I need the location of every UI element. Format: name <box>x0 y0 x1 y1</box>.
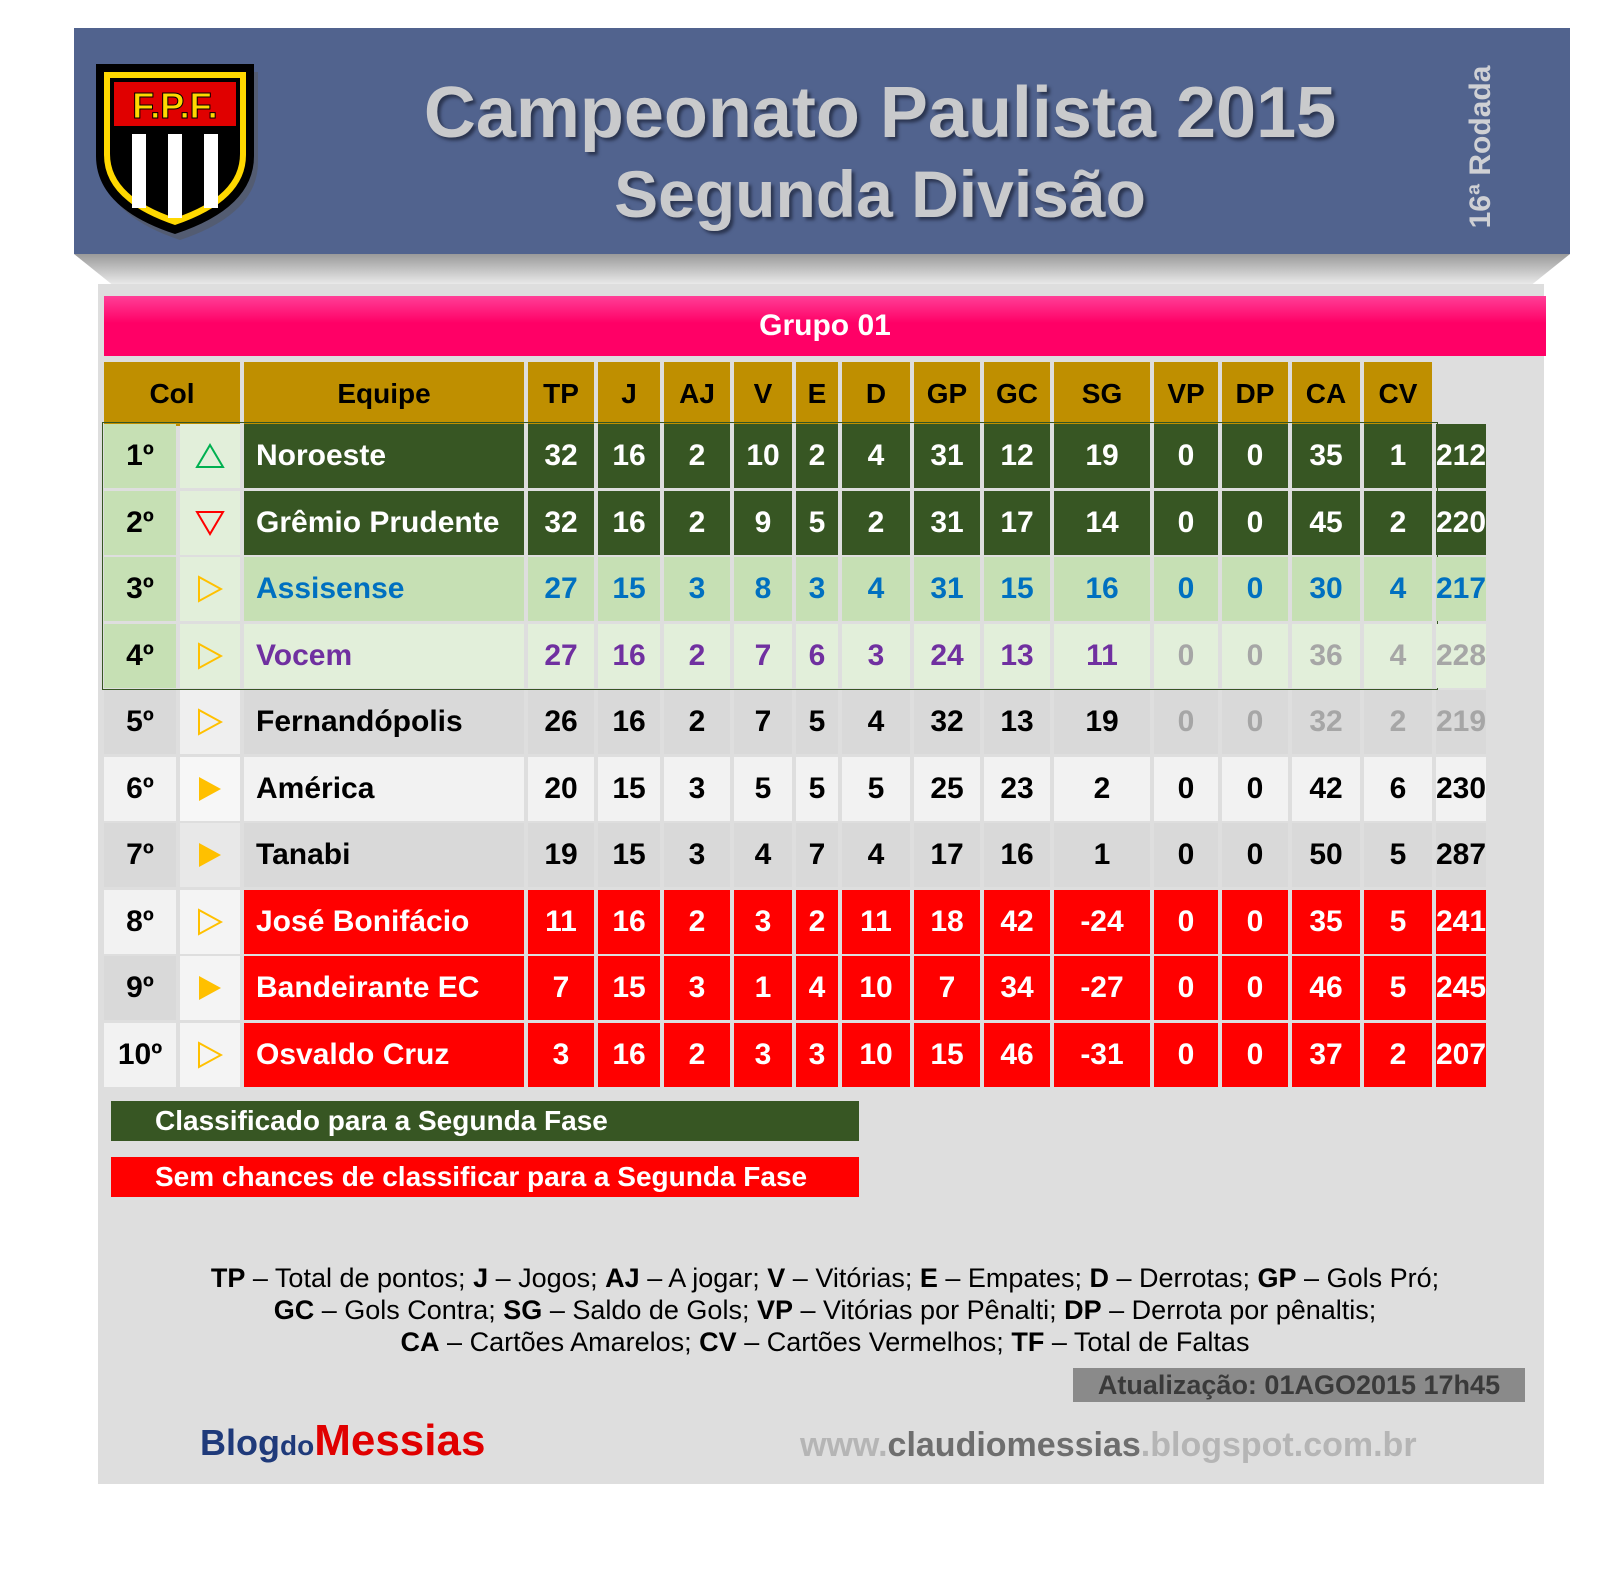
stat-aj: 2 <box>664 690 730 754</box>
stat-aj: 2 <box>664 890 730 954</box>
shield-stripe <box>132 134 146 208</box>
position-cell: 7º <box>104 823 176 887</box>
abbreviation-key: E <box>919 1263 938 1293</box>
stat-gc: 16 <box>984 823 1050 887</box>
stat-tf: 212 <box>1436 424 1486 488</box>
header-shelf <box>74 254 1570 284</box>
stat-ca: 35 <box>1292 424 1360 488</box>
fpf-logo-text: F.P.F. <box>132 85 218 126</box>
stat-dp: 0 <box>1222 757 1288 821</box>
stat-sg: -24 <box>1054 890 1150 954</box>
update-timestamp: Atualização: 01AGO2015 17h45 <box>1073 1368 1525 1402</box>
trend-cell <box>180 1023 240 1087</box>
stat-sg: 19 <box>1054 690 1150 754</box>
stat-cv: 4 <box>1364 557 1432 621</box>
stat-j: 16 <box>598 690 660 754</box>
abbreviation-key: CV <box>699 1327 737 1357</box>
stat-sg: -27 <box>1054 956 1150 1020</box>
stat-ca: 42 <box>1292 757 1360 821</box>
column-header-equipe: Equipe <box>244 362 524 426</box>
stat-gp: 17 <box>914 823 980 887</box>
stat-d: 4 <box>842 557 910 621</box>
stat-j: 16 <box>598 624 660 688</box>
abbreviations-legend <box>104 1262 1546 1358</box>
stat-tp: 26 <box>528 690 594 754</box>
team-name: Noroeste <box>244 424 524 488</box>
abbreviation-desc: – Vitórias; <box>785 1263 920 1293</box>
stat-j: 15 <box>598 757 660 821</box>
stat-e: 5 <box>796 690 838 754</box>
stat-d: 5 <box>842 757 910 821</box>
stat-e: 7 <box>796 823 838 887</box>
stat-aj: 3 <box>664 557 730 621</box>
stat-vp: 0 <box>1154 890 1218 954</box>
abbreviation-line <box>104 1262 1546 1294</box>
stat-d: 2 <box>842 491 910 555</box>
stat-gc: 34 <box>984 956 1050 1020</box>
stat-sg: -31 <box>1054 1023 1150 1087</box>
stat-cv: 2 <box>1364 491 1432 555</box>
team-name: Fernandópolis <box>244 690 524 754</box>
stat-vp: 0 <box>1154 757 1218 821</box>
blog-word: Blog <box>200 1422 280 1463</box>
abbreviation-desc: – Vitórias por Pênalti; <box>792 1295 1065 1325</box>
stat-e: 4 <box>796 956 838 1020</box>
triangle-right-icon <box>197 974 223 1002</box>
stat-j: 16 <box>598 491 660 555</box>
stat-sg: 19 <box>1054 424 1150 488</box>
position-cell: 10º <box>104 1023 176 1087</box>
triangle-right-icon <box>197 642 223 670</box>
fpf-shield-logo <box>94 58 264 243</box>
stat-ca: 36 <box>1292 624 1360 688</box>
stat-tp: 20 <box>528 757 594 821</box>
column-header-dp: DP <box>1222 362 1288 426</box>
stat-gp: 7 <box>914 956 980 1020</box>
team-name: Vocem <box>244 624 524 688</box>
abbreviation-key: D <box>1089 1263 1109 1293</box>
stat-aj: 3 <box>664 757 730 821</box>
stat-e: 6 <box>796 624 838 688</box>
stat-gp: 25 <box>914 757 980 821</box>
team-name: Grêmio Prudente <box>244 491 524 555</box>
column-header-gp: GP <box>914 362 980 426</box>
abbreviation-key: V <box>767 1263 786 1293</box>
stat-cv: 4 <box>1364 624 1432 688</box>
abbreviation-line <box>104 1294 1546 1326</box>
stat-d: 11 <box>842 890 910 954</box>
team-name: José Bonifácio <box>244 890 524 954</box>
column-header-col: Col <box>104 362 240 426</box>
stat-tf: 207 <box>1436 1023 1486 1087</box>
abbreviation-desc: – Saldo de Gols; <box>542 1295 757 1325</box>
abbreviation-line <box>104 1326 1546 1358</box>
stat-vp: 0 <box>1154 624 1218 688</box>
stat-cv: 5 <box>1364 823 1432 887</box>
stat-vp: 0 <box>1154 823 1218 887</box>
stat-e: 2 <box>796 424 838 488</box>
stat-d: 10 <box>842 1023 910 1087</box>
column-header-v: V <box>734 362 792 426</box>
group-title: Grupo 01 <box>104 296 1546 356</box>
stat-v: 9 <box>734 491 792 555</box>
stat-tp: 11 <box>528 890 594 954</box>
stat-tp: 7 <box>528 956 594 1020</box>
stat-tf: 241 <box>1436 890 1486 954</box>
stat-gp: 18 <box>914 890 980 954</box>
team-name: Bandeirante EC <box>244 956 524 1020</box>
stat-sg: 16 <box>1054 557 1150 621</box>
stat-gp: 31 <box>914 557 980 621</box>
blog-do-word: do <box>279 1430 315 1461</box>
site-url-name: claudiomessias <box>887 1426 1141 1464</box>
stat-dp: 0 <box>1222 823 1288 887</box>
abbreviation-key: TF <box>1011 1327 1045 1357</box>
site-url-prefix: www. <box>800 1426 888 1464</box>
stat-tf: 220 <box>1436 491 1486 555</box>
stat-dp: 0 <box>1222 624 1288 688</box>
stat-tp: 27 <box>528 624 594 688</box>
stat-j: 16 <box>598 1023 660 1087</box>
blog-logo[interactable] <box>200 1416 485 1466</box>
site-url-link[interactable] <box>800 1426 1417 1465</box>
position-cell: 6º <box>104 757 176 821</box>
abbreviation-desc: – Jogos; <box>488 1263 606 1293</box>
stat-dp: 0 <box>1222 956 1288 1020</box>
stat-v: 4 <box>734 823 792 887</box>
stat-cv: 6 <box>1364 757 1432 821</box>
stat-e: 2 <box>796 890 838 954</box>
triangle-right-icon <box>197 908 223 936</box>
stat-j: 15 <box>598 557 660 621</box>
stat-gp: 32 <box>914 690 980 754</box>
stat-dp: 0 <box>1222 491 1288 555</box>
trend-cell <box>180 890 240 954</box>
trend-cell <box>180 823 240 887</box>
stat-vp: 0 <box>1154 690 1218 754</box>
abbreviation-key: CA <box>400 1327 440 1357</box>
stat-tf: 217 <box>1436 557 1486 621</box>
position-cell: 1º <box>104 424 176 488</box>
abbreviation-desc: – Derrota por pênaltis; <box>1101 1295 1377 1325</box>
triangle-down-icon <box>195 510 225 536</box>
stat-d: 4 <box>842 690 910 754</box>
trend-cell <box>180 624 240 688</box>
stat-aj: 2 <box>664 624 730 688</box>
stat-dp: 0 <box>1222 1023 1288 1087</box>
triangle-right-icon <box>197 775 223 803</box>
column-header-vp: VP <box>1154 362 1218 426</box>
stat-sg: 1 <box>1054 823 1150 887</box>
stat-vp: 0 <box>1154 491 1218 555</box>
triangle-right-icon <box>197 841 223 869</box>
triangle-right-icon <box>197 1041 223 1069</box>
abbreviation-desc: – Total de Faltas <box>1044 1327 1250 1357</box>
stat-dp: 0 <box>1222 424 1288 488</box>
column-header-gc: GC <box>984 362 1050 426</box>
column-header-sg: SG <box>1054 362 1150 426</box>
stat-gc: 12 <box>984 424 1050 488</box>
stat-gc: 15 <box>984 557 1050 621</box>
stat-sg: 14 <box>1054 491 1150 555</box>
stat-ca: 46 <box>1292 956 1360 1020</box>
column-header-d: D <box>842 362 910 426</box>
trend-cell <box>180 424 240 488</box>
stat-gc: 42 <box>984 890 1050 954</box>
abbreviation-desc: – Empates; <box>937 1263 1090 1293</box>
stat-aj: 2 <box>664 491 730 555</box>
stat-gc: 13 <box>984 690 1050 754</box>
legend-eliminated: Sem chances de classificar para a Segunda Fase <box>111 1157 859 1197</box>
stat-dp: 0 <box>1222 690 1288 754</box>
abbreviation-desc: – Total de pontos; <box>245 1263 474 1293</box>
column-header-aj: AJ <box>664 362 730 426</box>
stat-aj: 2 <box>664 424 730 488</box>
stat-tf: 230 <box>1436 757 1486 821</box>
stat-vp: 0 <box>1154 1023 1218 1087</box>
stat-aj: 3 <box>664 956 730 1020</box>
stat-v: 8 <box>734 557 792 621</box>
stat-tp: 27 <box>528 557 594 621</box>
team-name: Assisense <box>244 557 524 621</box>
round-text: 16ª Rodada <box>1464 65 1497 229</box>
stat-e: 5 <box>796 491 838 555</box>
column-header-j: J <box>598 362 660 426</box>
position-cell: 4º <box>104 624 176 688</box>
stat-e: 5 <box>796 757 838 821</box>
shield-stripe <box>168 134 182 218</box>
stat-gp: 24 <box>914 624 980 688</box>
stat-vp: 0 <box>1154 956 1218 1020</box>
stat-aj: 2 <box>664 1023 730 1087</box>
stat-v: 1 <box>734 956 792 1020</box>
abbreviation-key: J <box>473 1263 489 1293</box>
stat-e: 3 <box>796 557 838 621</box>
trend-cell <box>180 491 240 555</box>
round-label <box>1454 54 1508 240</box>
stat-tf: 219 <box>1436 690 1486 754</box>
stat-gp: 15 <box>914 1023 980 1087</box>
column-header-tp: TP <box>528 362 594 426</box>
stat-gc: 13 <box>984 624 1050 688</box>
stat-dp: 0 <box>1222 890 1288 954</box>
stat-d: 4 <box>842 823 910 887</box>
stat-v: 7 <box>734 624 792 688</box>
stat-cv: 2 <box>1364 1023 1432 1087</box>
stat-tp: 19 <box>528 823 594 887</box>
stat-cv: 1 <box>1364 424 1432 488</box>
abbreviation-key: DP <box>1064 1295 1102 1325</box>
stat-ca: 45 <box>1292 491 1360 555</box>
trend-cell <box>180 956 240 1020</box>
stat-d: 3 <box>842 624 910 688</box>
stat-tp: 32 <box>528 491 594 555</box>
stat-v: 10 <box>734 424 792 488</box>
stat-d: 10 <box>842 956 910 1020</box>
abbreviation-key: VP <box>756 1295 793 1325</box>
stat-ca: 50 <box>1292 823 1360 887</box>
stat-gp: 31 <box>914 424 980 488</box>
abbreviation-desc: – Gols Pró; <box>1296 1263 1440 1293</box>
stat-v: 3 <box>734 1023 792 1087</box>
team-name: Tanabi <box>244 823 524 887</box>
stat-gc: 17 <box>984 491 1050 555</box>
abbreviation-key: TP <box>210 1263 246 1293</box>
stat-tf: 228 <box>1436 624 1486 688</box>
stat-j: 16 <box>598 424 660 488</box>
stat-sg: 2 <box>1054 757 1150 821</box>
stat-vp: 0 <box>1154 557 1218 621</box>
page-subtitle: Segunda Divisão <box>614 157 1146 231</box>
position-cell: 8º <box>104 890 176 954</box>
stat-cv: 5 <box>1364 956 1432 1020</box>
triangle-right-icon <box>197 575 223 603</box>
stat-j: 15 <box>598 823 660 887</box>
stat-j: 16 <box>598 890 660 954</box>
blog-messias-word: Messias <box>314 1416 486 1465</box>
stat-tp: 3 <box>528 1023 594 1087</box>
abbreviation-key: GP <box>1257 1263 1297 1293</box>
position-cell: 3º <box>104 557 176 621</box>
shield-stripe <box>204 134 218 208</box>
stat-tp: 32 <box>528 424 594 488</box>
page-title: Campeonato Paulista 2015 <box>423 73 1337 153</box>
stat-sg: 11 <box>1054 624 1150 688</box>
column-header-e: E <box>796 362 838 426</box>
stat-gp: 31 <box>914 491 980 555</box>
stat-e: 3 <box>796 1023 838 1087</box>
stat-d: 4 <box>842 424 910 488</box>
stat-gc: 46 <box>984 1023 1050 1087</box>
position-cell: 9º <box>104 956 176 1020</box>
triangle-up-icon <box>195 443 225 469</box>
stat-gc: 23 <box>984 757 1050 821</box>
stat-cv: 2 <box>1364 690 1432 754</box>
stat-ca: 37 <box>1292 1023 1360 1087</box>
abbreviation-desc: – Cartões Vermelhos; <box>736 1327 1012 1357</box>
stat-cv: 5 <box>1364 890 1432 954</box>
abbreviation-desc: – A jogar; <box>639 1263 768 1293</box>
abbreviation-key: AJ <box>605 1263 640 1293</box>
stat-vp: 0 <box>1154 424 1218 488</box>
abbreviation-desc: – Derrotas; <box>1108 1263 1258 1293</box>
trend-cell <box>180 557 240 621</box>
stat-v: 7 <box>734 690 792 754</box>
abbreviation-desc: – Cartões Amarelos; <box>439 1327 700 1357</box>
stat-tf: 287 <box>1436 823 1486 887</box>
trend-cell <box>180 757 240 821</box>
stat-v: 3 <box>734 890 792 954</box>
stat-tf: 245 <box>1436 956 1486 1020</box>
stat-ca: 30 <box>1292 557 1360 621</box>
team-name: Osvaldo Cruz <box>244 1023 524 1087</box>
site-url-suffix: .blogspot.com.br <box>1140 1426 1417 1464</box>
team-name: América <box>244 757 524 821</box>
stat-j: 15 <box>598 956 660 1020</box>
position-cell: 5º <box>104 690 176 754</box>
abbreviation-key: GC <box>273 1295 315 1325</box>
legend-qualified: Classificado para a Segunda Fase <box>111 1101 859 1141</box>
abbreviation-desc: – Gols Contra; <box>314 1295 504 1325</box>
abbreviation-key: SG <box>503 1295 543 1325</box>
stat-v: 5 <box>734 757 792 821</box>
position-cell: 2º <box>104 491 176 555</box>
column-header-cv: CV <box>1364 362 1432 426</box>
stat-ca: 35 <box>1292 890 1360 954</box>
trend-cell <box>180 690 240 754</box>
stat-ca: 32 <box>1292 690 1360 754</box>
triangle-right-icon <box>197 708 223 736</box>
stat-aj: 3 <box>664 823 730 887</box>
column-header-ca: CA <box>1292 362 1360 426</box>
stat-dp: 0 <box>1222 557 1288 621</box>
